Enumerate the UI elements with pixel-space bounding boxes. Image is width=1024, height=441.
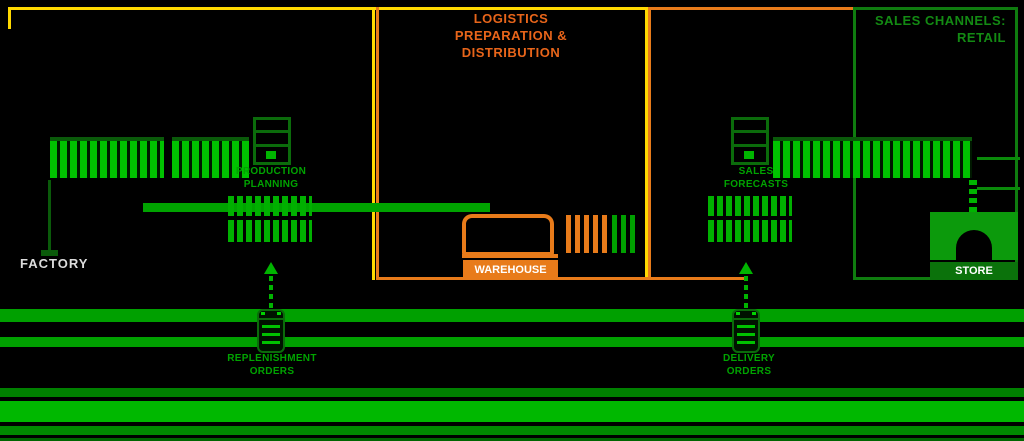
rack-shelf xyxy=(256,130,288,133)
truck-light xyxy=(277,312,281,315)
logistics-title xyxy=(396,10,626,61)
factory-left-border xyxy=(8,7,11,29)
warehouse-out-caption-line1: SALES xyxy=(738,166,774,177)
retail-title xyxy=(858,12,1006,46)
store-label: STORE xyxy=(930,262,1018,280)
conveyor-leg xyxy=(48,180,51,250)
truck-top-view-icon xyxy=(732,309,760,353)
transfer-belt-icon xyxy=(143,203,490,212)
rack-box xyxy=(744,151,754,159)
truck-rib xyxy=(262,333,280,336)
store-shelf-line xyxy=(977,187,1020,190)
truck-left-caption-line1: REPLENISHMENT xyxy=(227,353,317,364)
store-door xyxy=(956,230,992,260)
storage-rack-icon xyxy=(731,117,769,165)
truck-rib xyxy=(737,333,755,336)
warehouse-bottom-line xyxy=(376,277,748,280)
truck-windshield xyxy=(734,318,758,320)
truck-top-view-icon xyxy=(257,309,285,353)
retail-title-line1: SALES CHANNELS: xyxy=(874,13,1006,28)
conveyor-slats xyxy=(773,141,972,178)
truck-rib xyxy=(262,341,280,344)
pallet-gap xyxy=(228,216,312,220)
rack-shelf xyxy=(734,130,766,133)
retail-title-line2: RETAIL xyxy=(957,30,1006,45)
truck-left-caption-line2: ORDERS xyxy=(249,366,295,377)
up-arrow-icon xyxy=(739,262,753,274)
warehouse-right-yellow-border xyxy=(645,7,648,280)
truck-right-caption xyxy=(688,352,810,378)
truck-rib xyxy=(737,325,755,328)
rack-shelf xyxy=(256,144,288,147)
warehouse-label: WAREHOUSE xyxy=(463,260,558,280)
truck-rib xyxy=(262,325,280,328)
logistics-title-line3: DISTRIBUTION xyxy=(461,45,561,60)
storage-rack-icon xyxy=(253,117,291,165)
rack-box xyxy=(266,151,276,159)
rack-shelf xyxy=(734,144,766,147)
bottom-stripe xyxy=(0,401,1024,422)
dashed-connector xyxy=(269,276,273,309)
conveyor-belt-icon xyxy=(50,137,164,178)
truck-light xyxy=(261,312,265,315)
pallet-stack-icon xyxy=(228,196,312,242)
loading-dock-base xyxy=(462,254,558,258)
store-front-icon xyxy=(930,212,1018,260)
road-stripe xyxy=(0,337,1024,347)
dashed-connector xyxy=(744,276,748,309)
truck-left-caption xyxy=(211,352,333,378)
warehouse-to-retail-top-line xyxy=(648,7,855,10)
pallet-gap xyxy=(708,216,792,220)
logistics-title-line1: LOGISTICS xyxy=(473,11,549,26)
orange-goods-bars-icon xyxy=(566,215,611,258)
conveyor-foot xyxy=(41,250,58,256)
truck-light xyxy=(736,312,740,315)
factory-out-caption xyxy=(218,165,324,191)
warehouse-out-caption-line2: FORECASTS xyxy=(723,179,789,190)
bottom-stripe xyxy=(0,388,1024,397)
conveyor-belt-icon xyxy=(773,137,972,178)
up-arrow-icon xyxy=(264,262,278,274)
road-stripe xyxy=(0,309,1024,322)
truck-windshield xyxy=(259,318,283,320)
truck-rib xyxy=(737,341,755,344)
green-goods-bars-icon xyxy=(612,215,639,258)
truck-right-caption-line1: DELIVERY xyxy=(722,353,776,364)
factory-out-caption-line2: PLANNING xyxy=(243,179,299,190)
factory-label: FACTORY xyxy=(20,256,89,271)
store-shelf-line xyxy=(977,157,1020,160)
truck-light xyxy=(752,312,756,315)
factory-out-caption-line1: PRODUCTION xyxy=(235,166,307,177)
pallet-stack-icon xyxy=(708,196,792,242)
falling-items-icon xyxy=(969,180,977,214)
factory-right-border xyxy=(372,7,375,280)
truck-right-caption-line2: ORDERS xyxy=(726,366,772,377)
bottom-stripe xyxy=(0,426,1024,435)
logistics-title-line2: PREPARATION & xyxy=(454,28,568,43)
conveyor-slats xyxy=(50,141,164,178)
loading-dock-icon xyxy=(462,214,554,256)
